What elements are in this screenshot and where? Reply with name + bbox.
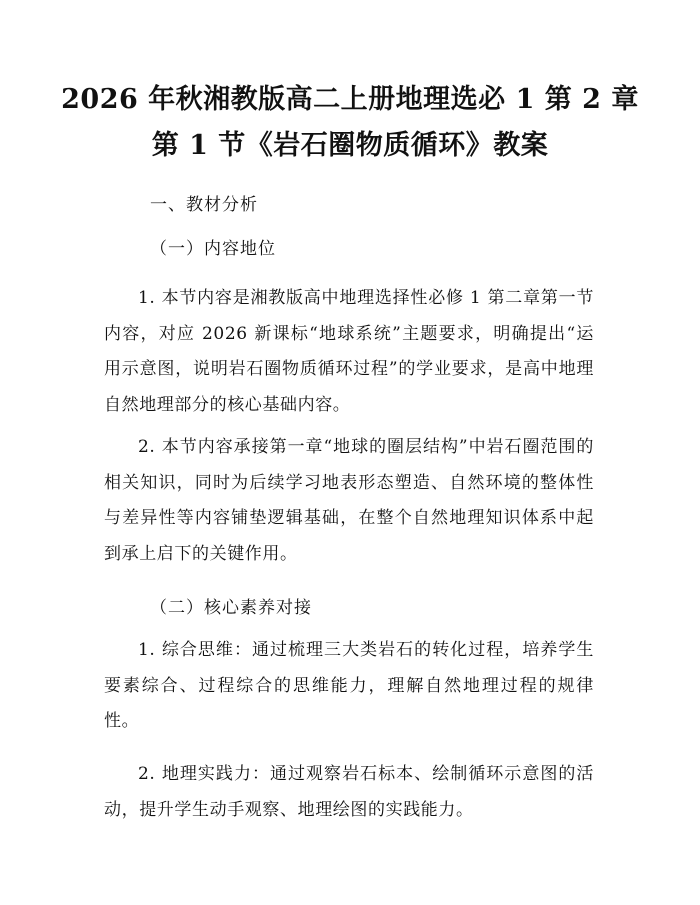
paragraph-content-position-1: 1. 本节内容是湘教版高中地理选择性必修 1 第二章第一节内容，对应 2026 新课标“地球系统”主题要求，明确提出“运用示意图，说明岩石圈物质循环过程”的学业要求，是高中地理自然地理部分的核心基础内容。 (104, 288, 594, 415)
paragraph-core-literacy-2: 2. 地理实践力：通过观察岩石标本、绘制循环示意图的活动，提升学生动手观察、地理绘图的实践能力。 (104, 764, 594, 820)
document-title-line-1: 2026 年秋湘教版高二上册地理选必 1 第 2 章 (61, 84, 639, 115)
subsection-heading-content-position: （一）内容地位 (150, 239, 276, 259)
section-heading-textbook-analysis: 一、教材分析 (150, 195, 258, 215)
paragraph-core-literacy-1: 1. 综合思维：通过梳理三大类岩石的转化过程，培养学生要素综合、过程综合的思维能力，理解自然地理过程的规律性。 (104, 640, 594, 731)
subsection-heading-core-literacy: （二）核心素养对接 (150, 598, 312, 618)
document-title-line-2: 第 1 节《岩石圈物质循环》教案 (151, 130, 549, 161)
paragraph-content-position-2: 2. 本节内容承接第一章“地球的圈层结构”中岩石圈范围的相关知识，同时为后续学习地表形态塑造、自然环境的整体性与差异性等内容铺垫逻辑基础，在整个自然地理知识体系中起到承上启下的关键作用。 (104, 437, 594, 564)
